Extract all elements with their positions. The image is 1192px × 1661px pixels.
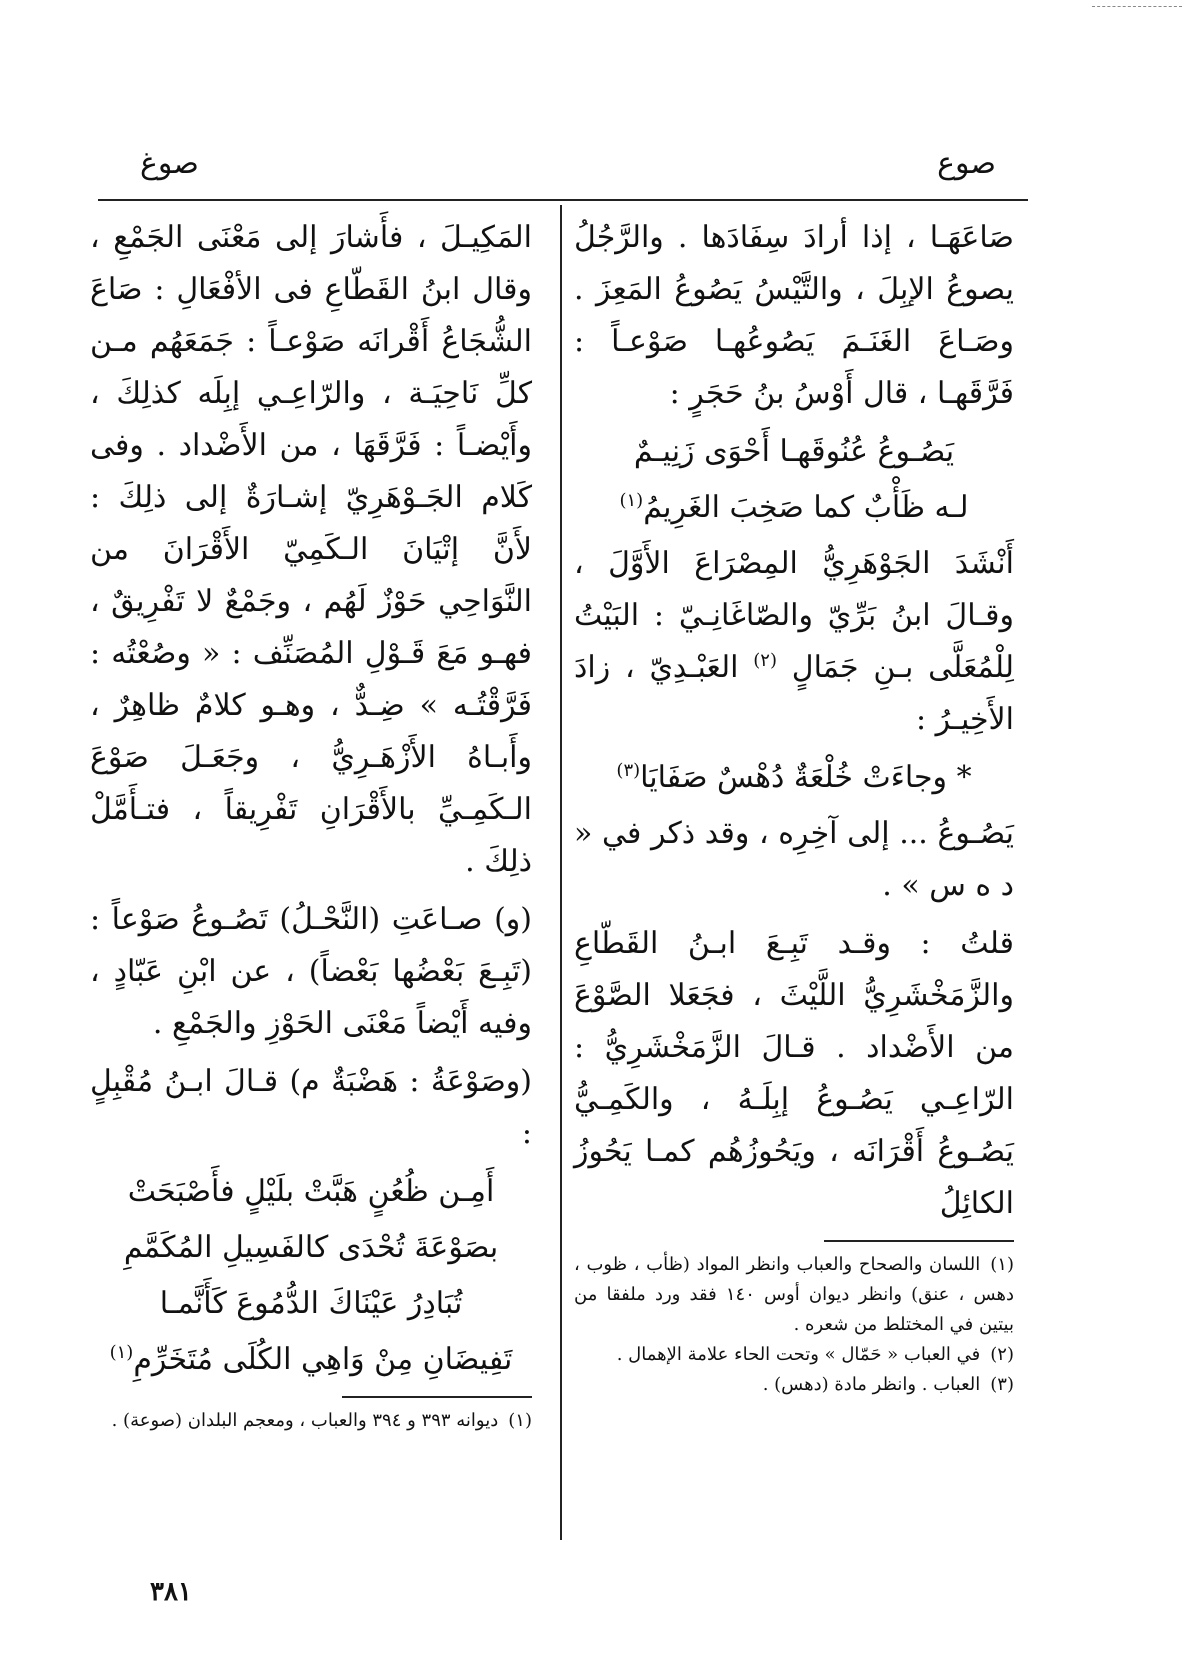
- left-paragraph-2: (و) صـاعَتِ (النَّحْـلُ) تَصُـوعُ صَوْعاً : (تَبِـعَ بَعْضُها بَعْضاً) ، عن ابْنِ عَبّادٍ ، وفيه أَيْضاً مَعْنَى الحَوْزِ والجَمْعِ .: [90, 902, 532, 1041]
- left-column: [90, 212, 532, 1436]
- footnote-number: (٢): [990, 1344, 1014, 1365]
- verse-1-line-2-text: لـه ظَأْبٌ كما صَخِبَ الغَرِيمُ: [643, 490, 969, 525]
- left-footnote-rule: [342, 1396, 532, 1398]
- left-verse-line-4: [90, 1334, 532, 1386]
- right-column: [574, 212, 1014, 1400]
- right-paragraph-4: قلتُ : وقـد تَبِـعَ ابـنُ القَطّاعِ والزَّمَخْشَرِيُّ اللَّيْثَ ، فجَعَلا الصَّوْعَ من الأَضْداد . قـالَ الزَّمَخْشَرِيُّ : الرّاعِـي يَصُـوعُ إبِلَـهُ ، والكَمِـيُّ يَصُـوعُ أَقْرَانَه ، ويَحُوزُهُم كمـا يَحُوزُ الكائِلُ: [574, 926, 1014, 1221]
- left-verse-line-1: أَمِـن ظُعُنٍ هَبَّتْ بلَيْلٍ فأَصْبَحَتْ: [127, 1174, 495, 1209]
- left-footnote-ref-1: (١): [109, 1342, 134, 1363]
- footnote-ref-1: (١): [619, 490, 644, 511]
- left-paragraph-1: المَكِيـلَ ، فأَشارَ إلى مَعْنَى الجَمْعِ ، وقال ابنُ القَطّاعِ فى الأفْعَالِ : صَاعَ الشُّجَاعُ أَقْرانَه صَوْعـاً : جَمَعَهُم مـن كلِّ نَاحِيَـة ، والرّاعِـي إبِلَه كذلِكَ ، وأَيْضـاً : فَرَّقَهَا ، من الأَضْداد . وفى كَلام الجَـوْهَرِيّ إشـارَةٌ إلى ذلِكَ : لأَنَّ إتْيَانَ الـكَمِيّ الأَقْرَانَ من النَّوَاحِي حَوْزٌ لَهُم ، وجَمْعٌ لا تَفْرِيقٌ ، فهـو مَعَ قَـوْلِ المُصَنِّف : « وصُعْتُه : فَرَّقْتُـه » ضِـدٌّ ، وهـو كلامٌ ظاهِرٌ ، وأَبـاهُ الأَزْهَـرِيُّ ، وجَعَـلَ صَوْعَ الـكَمِـيِّ بالأَقْرَانِ تَفْرِيقاً ، فتـأَمَّلْ ذلِكَ .: [90, 220, 532, 879]
- footnote-ref-3: (٣): [616, 760, 641, 781]
- right-paragraph-3: يَصُـوعُ ... إلى آخِرِه ، وقد ذكر في « د ه س » .: [574, 816, 1014, 903]
- footnote-text: في العباب « حَمّال » وتحت الحاء علامة الإهمال .: [616, 1344, 981, 1365]
- footnote-text: ديوانه ٣٩٣ و ٣٩٤ والعباب ، ومعجم البلدان (صوعة) .: [111, 1410, 499, 1431]
- verse-1-line-2: [574, 482, 1014, 534]
- left-verse-line-4-text: تَفِيضَانِ مِنْ وَاهِي الكُلَى مُتَخَرِّمِ: [133, 1342, 513, 1377]
- footnote-text: العباب . وانظر مادة (دهس) .: [762, 1374, 981, 1395]
- right-paragraph-1: صَاعَهَـا ، إذا أرادَ سِفَادَها . والرَّجُلُ يصوعُ الإبِلَ ، والتَّيْسُ يَصُوعُ المَعِزَ . وصَـاعَ الغَنَـمَ يَصُوعُهـا صَوْعـاً : فَرَّقَهـا ، قال أَوْسُ بنُ حَجَرٍ :: [574, 220, 1014, 411]
- left-footnotes: [90, 1406, 532, 1436]
- page-number: ٣٨١: [150, 1577, 192, 1607]
- verse-1-line-1: يَصُـوعُ عُنُوقَهـا أَحْوَى زَنِيـمٌ: [633, 434, 955, 469]
- corner-mark: [1092, 6, 1182, 7]
- footnote-item: [90, 1406, 532, 1436]
- column-divider: [560, 205, 562, 1540]
- right-footnote-rule: [824, 1240, 1014, 1242]
- footnote-number: (١): [508, 1410, 532, 1431]
- header-word-right: صوع: [937, 146, 996, 181]
- footnote-text: اللسان والصحاح والعباب وانظر المواد (ظأب ، ظوب ، دهس ، عنق) وانظر ديوان أوس ١٤٠ فقد ورد ملفقا من بيتين في المختلط من شعره .: [574, 1254, 1014, 1335]
- footnote-item: [574, 1250, 1014, 1340]
- footnote-item: [574, 1370, 1014, 1400]
- footnote-ref-2: (٢): [753, 650, 777, 671]
- left-verse-line-3: تُبَادِرُ عَيْنَاكَ الدُّمُوعَ كَأَنَّمـا: [159, 1286, 463, 1321]
- header-word-left: صوغ: [140, 146, 199, 181]
- right-footnotes: [574, 1250, 1014, 1400]
- footnote-item: [574, 1340, 1014, 1370]
- verse-2-text: * وجاءَتْ خُلْعَةٌ دُهْسٌ صَفَايَا: [640, 760, 972, 795]
- header-rule: [98, 199, 1028, 201]
- footnote-number: (١): [990, 1254, 1014, 1275]
- verse-2: [574, 752, 1014, 804]
- left-paragraph-3: (وصَوْعَةُ : هَضْبَةٌ م) قـالَ ابـنُ مُقْبِلٍ :: [90, 1064, 532, 1151]
- footnote-number: (٣): [990, 1374, 1014, 1395]
- left-verse-line-2: بصَوْعَةَ تُحْدَى كالفَسِيلِ المُكَمَّمِ: [123, 1230, 499, 1265]
- right-paragraph-2: أَنْشَدَ الجَوْهَرِيُّ المِصْرَاعَ الأَوَّلَ ، وقـالَ ابنُ بَرِّيّ والصّاغَانِـيّ : البَيْتُ لِلْمُعَلَّى بـنِ جَمَالٍ $^{(٢)}$ العَبْـدِيّ ، زادَ الأَخِيـرُ :: [574, 546, 1014, 737]
